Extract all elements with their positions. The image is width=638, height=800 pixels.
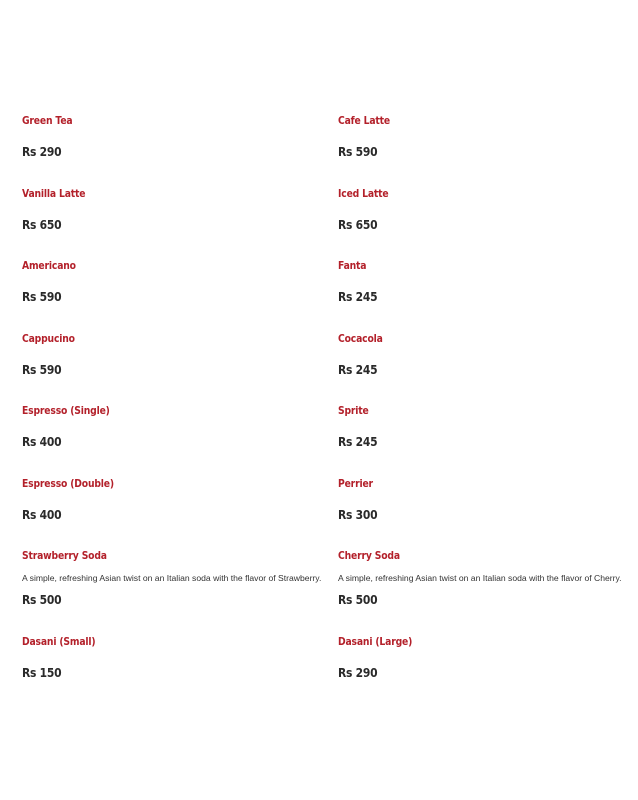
- item-name: Dasani (Large): [338, 636, 413, 648]
- item-price: Rs 150: [22, 665, 62, 680]
- item-price: Rs 650: [22, 216, 62, 232]
- menu-item[interactable]: [338, 404, 630, 477]
- item-description: A simple, refreshing Asian twist on an Italian soda with the flavor of Strawberry.: [22, 573, 322, 583]
- menu-item[interactable]: [338, 635, 630, 708]
- item-price: Rs 400: [22, 434, 62, 449]
- menu-item[interactable]: [22, 259, 338, 332]
- menu-grid: [22, 114, 630, 708]
- item-price: Rs 245: [338, 434, 378, 449]
- menu-item[interactable]: [338, 187, 630, 260]
- item-price: Rs 590: [22, 361, 62, 377]
- item-name: Perrier: [338, 477, 373, 490]
- item-name: Espresso (Double): [22, 477, 114, 490]
- item-name: Iced Latte: [338, 187, 389, 200]
- menu-item[interactable]: [22, 404, 338, 477]
- item-price: Rs 300: [338, 506, 378, 522]
- menu-item[interactable]: [22, 187, 338, 260]
- menu-item[interactable]: [338, 332, 630, 405]
- item-name: Cocacola: [338, 332, 383, 345]
- item-name: Strawberry Soda: [22, 550, 107, 562]
- menu-item[interactable]: [338, 259, 630, 332]
- menu-item[interactable]: [22, 549, 338, 635]
- menu-item[interactable]: [22, 332, 338, 405]
- item-name: Vanilla Latte: [22, 187, 86, 200]
- item-name: Fanta: [338, 260, 367, 272]
- menu-item[interactable]: [22, 114, 338, 187]
- item-description: A simple, refreshing Asian twist on an Italian soda with the flavor of Cherry.: [338, 573, 622, 583]
- item-price: Rs 245: [338, 289, 378, 304]
- item-name: Espresso (Single): [22, 405, 110, 417]
- item-price: Rs 500: [338, 592, 378, 607]
- item-price: Rs 590: [22, 289, 62, 304]
- item-name: Green Tea: [22, 115, 73, 127]
- menu-item[interactable]: [338, 114, 630, 187]
- item-name: Cafe Latte: [338, 115, 390, 127]
- item-name: Americano: [22, 260, 76, 272]
- menu-item[interactable]: [22, 635, 338, 708]
- item-name: Cherry Soda: [338, 550, 400, 562]
- item-price: Rs 245: [338, 361, 378, 377]
- item-name: Dasani (Small): [22, 636, 96, 648]
- item-name: Cappucino: [22, 332, 75, 345]
- item-name: Sprite: [338, 405, 369, 417]
- menu-item[interactable]: [338, 477, 630, 550]
- item-price: Rs 290: [338, 665, 378, 680]
- item-price: Rs 590: [338, 144, 378, 159]
- item-price: Rs 500: [22, 592, 62, 607]
- item-price: Rs 650: [338, 216, 378, 232]
- item-price: Rs 400: [22, 506, 62, 522]
- menu-item[interactable]: [22, 477, 338, 550]
- item-price: Rs 290: [22, 144, 62, 159]
- menu-item[interactable]: [338, 549, 630, 635]
